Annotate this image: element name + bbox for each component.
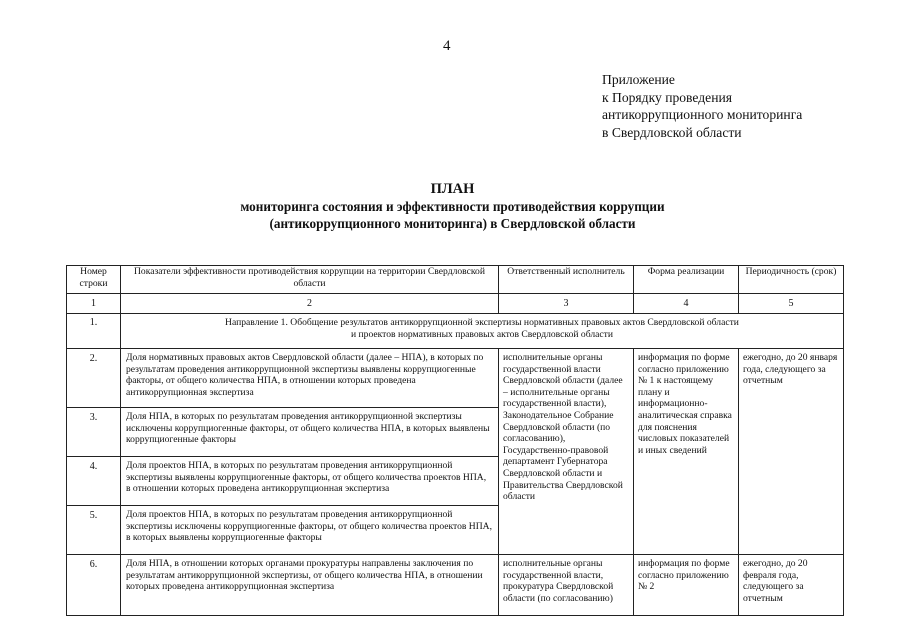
direction-line-2: и проектов нормативных правовых актов Свердловской области bbox=[351, 328, 613, 340]
indicator-cell: Доля нормативных правовых актов Свердловской области (далее – НПА), в которых по результатам проведения антикоррупционной экспертизы выявлены коррупциогенные факторы, от общего количества НПА, в отношении которых проведена антикоррупционная экспертиза bbox=[121, 349, 499, 408]
column-number: 4 bbox=[634, 294, 739, 314]
period-cell: ежегодно, до 20 февраля года, следующего за отчетным bbox=[739, 555, 844, 616]
document-title bbox=[0, 180, 905, 232]
table-row bbox=[67, 555, 844, 616]
column-number: 5 bbox=[739, 294, 844, 314]
header-indicators: Показатели эффективности противодействия коррупции на территории Свердловской области bbox=[121, 266, 499, 294]
page-number: 4 bbox=[443, 38, 451, 54]
form-cell: информация по форме согласно приложению № 1 к настоящему плану и информационно-аналитическая справка для пояснения числовых показателей и иных сведений bbox=[634, 349, 739, 555]
header-row-number: Номер строки bbox=[67, 266, 121, 294]
row-number: 2. bbox=[67, 349, 121, 408]
row-number: 1. bbox=[67, 314, 121, 349]
appendix-line: к Порядку проведения bbox=[602, 89, 733, 105]
executor-cell: исполнительные органы государственной власти Свердловской области (далее – исполнительные органы государственной власти), Законодательное Собрание Свердловской области (по согласованию), Государственно-правовой департамент Губернатора Свердловской области и Правительства Свердловской области bbox=[499, 349, 634, 555]
title-line-1: мониторинга состояния и эффективности противодействия коррупции bbox=[240, 199, 665, 214]
column-numbers-row bbox=[67, 294, 844, 314]
table-row bbox=[67, 349, 844, 408]
column-number: 2 bbox=[121, 294, 499, 314]
indicator-cell: Доля проектов НПА, в которых по результатам проведения антикоррупционной экспертизы выявлены коррупциогенные факторы, от общего количества проектов НПА, в отношении которых проведена антикоррупционная экспертиза bbox=[121, 457, 499, 506]
appendix-line: Приложение bbox=[602, 72, 675, 87]
indicator-cell: Доля проектов НПА, в которых по результатам проведения антикоррупционной экспертизы исключены коррупциогенные факторы, от общего количества проектов НПА, в которых выявлены коррупциогенные факторы bbox=[121, 506, 499, 555]
direction-row bbox=[67, 314, 844, 349]
direction-line-1: Направление 1. Обобщение результатов антикоррупционной экспертизы нормативных правовых актов Свердловской области bbox=[225, 317, 739, 328]
column-number: 3 bbox=[499, 294, 634, 314]
plan-table bbox=[66, 265, 844, 616]
header-executor: Ответственный исполнитель bbox=[499, 266, 634, 294]
title-main: ПЛАН bbox=[430, 181, 475, 197]
indicator-cell: Доля НПА, в которых по результатам проведения антикоррупционной экспертизы исключены коррупциогенные факторы, от общего количества НПА, в которых выявлены коррупциогенные факторы bbox=[121, 408, 499, 457]
appendix-line: антикоррупционного мониторинга bbox=[602, 107, 803, 122]
row-number: 6. bbox=[67, 555, 121, 616]
row-number: 3. bbox=[67, 408, 121, 457]
column-number: 1 bbox=[67, 294, 121, 314]
row-number: 4. bbox=[67, 457, 121, 506]
row-number: 5. bbox=[67, 506, 121, 555]
appendix-line: в Свердловской области bbox=[602, 124, 742, 140]
appendix-caption bbox=[602, 71, 802, 141]
indicator-cell: Доля НПА, в отношении которых органами прокуратуры направлены заключения по результатам антикоррупционной экспертизы, от общего количества НПА, в отношении которых проведена антикоррупционная экспертиза bbox=[121, 555, 499, 616]
period-cell: ежегодно, до 20 января года, следующего за отчетным bbox=[739, 349, 844, 555]
executor-cell: исполнительные органы государственной власти, прокуратура Свердловской области (по согласованию) bbox=[499, 555, 634, 616]
title-line-2: (антикоррупционного мониторинга) в Свердловской области bbox=[269, 216, 636, 231]
direction-title bbox=[121, 314, 844, 349]
table-header-row bbox=[67, 266, 844, 294]
header-form: Форма реализации bbox=[634, 266, 739, 294]
header-period: Периодичность (срок) bbox=[739, 266, 844, 294]
form-cell: информация по форме согласно приложению № 2 bbox=[634, 555, 739, 616]
